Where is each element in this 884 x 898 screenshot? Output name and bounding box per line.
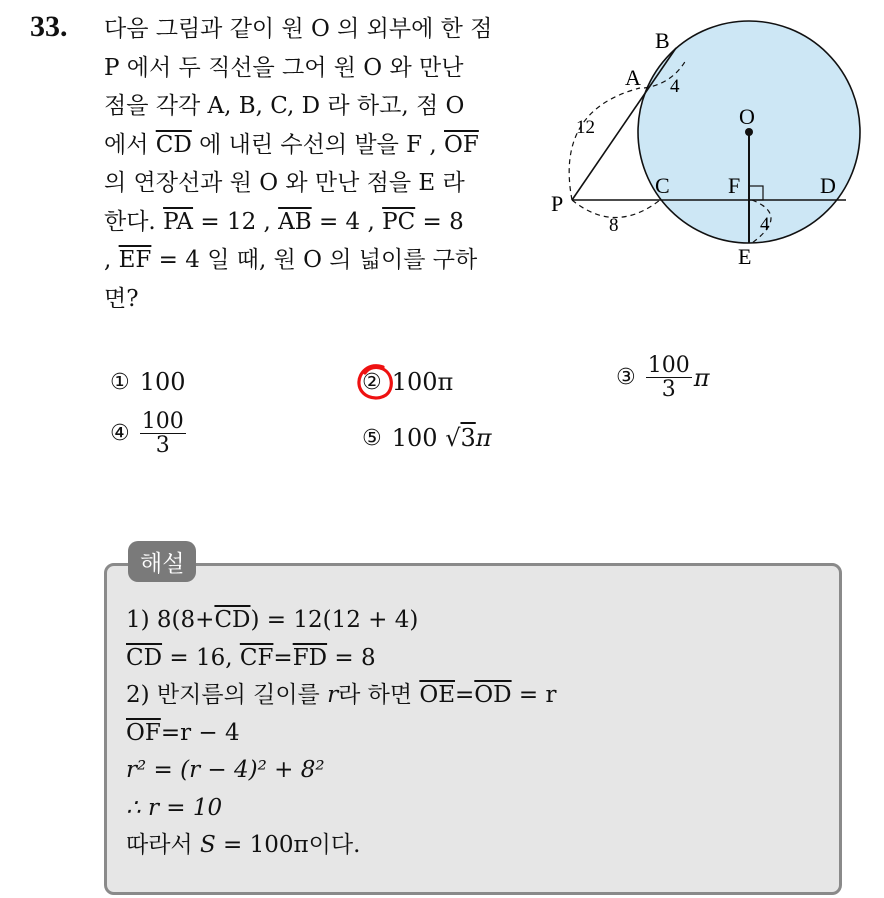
choice-5[interactable] <box>362 424 492 452</box>
choice-4-denominator: 3 <box>155 433 170 459</box>
question-text-run: = 4 , <box>311 208 383 235</box>
solution-line-1 <box>126 602 556 640</box>
choice-1-value: 100 <box>139 368 186 396</box>
segment-cd: $\overline{CD}$ <box>155 131 192 158</box>
choice-1-mark: ① <box>110 369 130 395</box>
label-c: C <box>655 173 670 198</box>
geometry-figure <box>540 20 870 280</box>
choice-3-mark: ③ <box>616 365 636 391</box>
question-text-run: 에서 <box>104 131 156 158</box>
solution-run: 1) 8(8+ <box>126 607 215 633</box>
question-line-6 <box>104 203 534 242</box>
choice-5-coefficient: 100 <box>391 424 438 452</box>
question-text-run: 한다. <box>104 208 164 235</box>
label-d: D <box>820 173 836 198</box>
question-text-run: , <box>104 247 119 273</box>
segment-of: $\overline{OF}$ <box>126 719 161 746</box>
question-text <box>104 10 534 318</box>
solution-run: = r <box>511 682 557 708</box>
solution-run: = 100π <box>215 832 309 858</box>
segment-fd: $\overline{FD}$ <box>292 644 328 671</box>
label-8: 8 <box>609 215 619 236</box>
solution-run: 라 하면 <box>338 682 420 708</box>
label-12: 12 <box>576 117 595 138</box>
question-text-run: 에 내린 수선의 발을 F , <box>191 131 444 158</box>
label-o: O <box>739 104 755 129</box>
label-4-bottom: 4 <box>760 214 770 235</box>
solution-run: = 16, <box>162 644 240 671</box>
question-line-1: 다음 그림과 같이 원 O 의 외부에 한 점 <box>104 16 493 42</box>
solution-run: 이다. <box>308 832 361 858</box>
question-line-3: 점을 각각 A, B, C, D 라 하고, 점 O <box>104 93 465 119</box>
segment-cd: $\overline{CD}$ <box>214 607 251 633</box>
dashed-arc-pa <box>569 88 640 200</box>
question-text-run: = 12 , <box>193 208 279 235</box>
choice-5-value <box>392 424 492 452</box>
segment-pa: $\overline{PA}$ <box>163 208 194 235</box>
choice-4-fraction <box>140 410 186 457</box>
solution-line-7 <box>126 827 556 865</box>
label-e: E <box>738 244 752 269</box>
segment-ef: $\overline{EF}$ <box>118 247 152 273</box>
solution-run: = <box>455 682 475 708</box>
choice-1[interactable] <box>110 368 186 396</box>
choice-3[interactable] <box>616 354 710 401</box>
choice-2-mark: ② <box>362 369 382 395</box>
choice-5-radicand: 3 <box>460 424 476 452</box>
question-line-5: 의 연장선과 원 O 와 만난 점을 E 라 <box>104 170 465 196</box>
choice-5-mark: ⑤ <box>362 425 382 451</box>
question-text-run: = 8 <box>415 208 464 235</box>
choice-4-mark: ④ <box>110 421 130 447</box>
choice-4[interactable] <box>110 410 186 457</box>
question-number: 33. <box>30 10 68 43</box>
center-point-o <box>745 128 753 136</box>
solution-line-4 <box>126 715 556 753</box>
question-line-4 <box>104 126 534 165</box>
choice-3-fraction <box>646 354 692 401</box>
segment-oe: $\overline{OE}$ <box>419 682 456 708</box>
segment-od: $\overline{OD}$ <box>474 682 512 708</box>
answer-mark-circle-icon <box>353 360 397 404</box>
variable-s: S <box>199 832 216 858</box>
segment-of: $\overline{OF}$ <box>444 131 479 158</box>
solution-line-5: r² = (r − 4)² + 8² <box>126 757 325 783</box>
question-text-run: = 4 일 때, 원 O 의 넓이를 구하 <box>151 247 478 273</box>
solution-line-6: ∴ r = 10 <box>126 794 223 821</box>
segment-ab: $\overline{AB}$ <box>278 208 312 235</box>
segment-cf: $\overline{CF}$ <box>239 644 274 671</box>
choice-3-pi: π <box>693 363 710 392</box>
choice-5-pi: π <box>475 424 492 452</box>
solution-run: =r − 4 <box>160 719 240 746</box>
choice-3-denominator: 3 <box>661 377 676 403</box>
label-f: F <box>728 173 741 198</box>
question-line-2: P 에서 두 직선을 그어 원 O 와 만난 <box>104 54 464 81</box>
segment-pc: $\overline{PC}$ <box>382 208 416 235</box>
solution-tag: 해설 <box>128 541 196 582</box>
variable-r: r <box>327 682 339 708</box>
label-b: B <box>655 28 670 53</box>
solution-run: 따라서 <box>126 832 200 858</box>
label-p: P <box>551 191 564 216</box>
question-line-7 <box>104 241 534 280</box>
solution-run: = <box>273 644 293 671</box>
solution-line-3 <box>126 677 556 715</box>
segment-cd: $\overline{CD}$ <box>126 644 163 671</box>
choice-2-value: 100π <box>391 368 454 396</box>
solution-run: ) = 12(12 + 4) <box>250 607 419 633</box>
choice-4-numerator: 100 <box>141 409 184 434</box>
label-a: A <box>625 65 641 90</box>
label-4-top: 4 <box>670 76 680 97</box>
solution-text <box>126 602 556 865</box>
solution-line-2 <box>126 640 556 678</box>
question-line-8: 면? <box>104 285 139 312</box>
solution-run: = 8 <box>327 644 376 671</box>
solution-run: 2) 반지름의 길이를 <box>126 682 328 708</box>
sqrt-icon: √ <box>445 424 461 452</box>
choice-3-numerator: 100 <box>647 353 690 378</box>
